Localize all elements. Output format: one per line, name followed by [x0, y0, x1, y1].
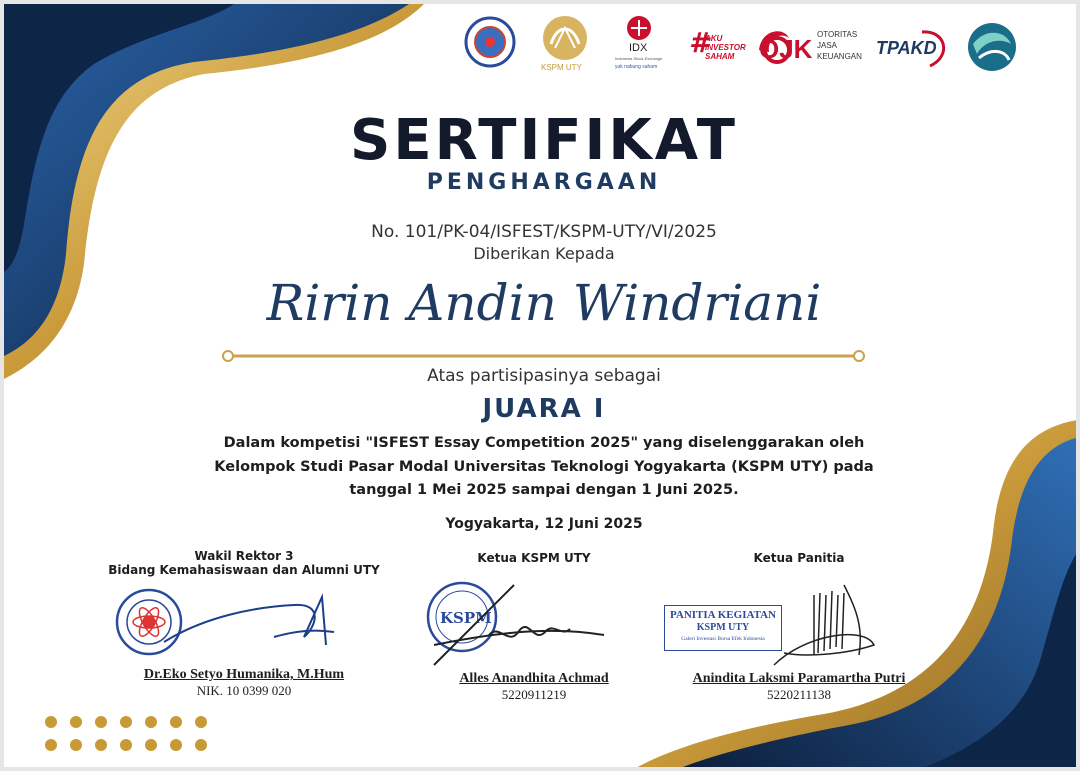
underline-left-dot — [223, 351, 233, 361]
description-line: Dalam kompetisi "ISFEST Essay Competition 2025" yang diselenggarakan oleh — [223, 435, 865, 451]
signer-role: Ketua Panitia — [753, 551, 845, 565]
uty-logo — [464, 16, 516, 68]
stamp-and-signature — [94, 577, 394, 667]
stamp-and-signature — [664, 565, 934, 671]
signature-block-kspm-chair — [394, 551, 674, 703]
signature-block-vice-rector — [94, 549, 394, 699]
signer-role: Wakil Rektor 3 — [194, 549, 294, 563]
description-line: Kelompok Studi Pasar Modal Universitas Teknologi Yogyakarta (KSPM UTY) pada — [214, 458, 874, 475]
kspm-uty-logo: KSPM UTY — [537, 14, 593, 76]
idx-logo: IDX Indonesia Stock Exchange yuk nabung saham — [609, 14, 669, 78]
signer-id: 5220211138 — [766, 687, 832, 702]
svg-text:#: # — [689, 26, 709, 59]
gold-dot-grid — [45, 716, 207, 751]
tpakd-logo: TPAKD — [874, 26, 954, 72]
description-line: tanggal 1 Mei 2025 sampai dengan 1 Juni 2025. — [349, 482, 739, 498]
committee-stamp: PANITIA KEGIATAN KSPM UTY Galeri Investasi Bursa Efek Indonesia — [664, 605, 782, 651]
signature-block-committee-chair — [664, 551, 934, 703]
stamp-and-signature — [394, 565, 674, 671]
sponsor-logos — [459, 14, 1029, 79]
signature-scribble — [664, 565, 934, 671]
signer-id: NIK. 10 0399 020 — [196, 683, 292, 698]
certificate-number: No. 101/PK-04/ISFEST/KSPM-UTY/VI/2025 — [371, 222, 717, 242]
svg-text:KSPM: KSPM — [440, 609, 492, 627]
signer-name: Anindita Laksmi Paramartha Putri — [692, 671, 906, 686]
given-to-label: Diberikan Kepada — [473, 244, 615, 263]
recipient-name: Ririn Andin Windriani — [266, 274, 822, 332]
underline-right-dot — [854, 351, 864, 361]
globe-swirl-logo — [965, 20, 1019, 74]
certificate-subtitle: PENGHARGAAN — [426, 170, 662, 195]
signer-name: Dr.Eko Setyo Humanika, M.Hum — [143, 667, 345, 682]
place-date: Yogyakarta, 12 Juni 2025 — [445, 516, 643, 532]
signer-role: Bidang Kemahasiswaan dan Alumni UTY — [108, 563, 380, 577]
signer-name: Alles Anandhita Achmad — [459, 671, 609, 686]
signer-role: Ketua KSPM UTY — [477, 551, 591, 565]
signer-id: 5220911219 — [501, 687, 567, 702]
participation-label: Atas partisipasinya sebagai — [427, 366, 661, 386]
aku-investor-saham-logo: # AKU INVESTOR SAHAM — [689, 26, 746, 61]
ojk-logo: OJK OTORITAS JASA KEUANGAN — [759, 30, 862, 64]
award-rank: JUARA I — [482, 394, 606, 424]
certificate-title: SERTIFIKAT — [350, 108, 738, 173]
award-description — [4, 432, 1080, 503]
